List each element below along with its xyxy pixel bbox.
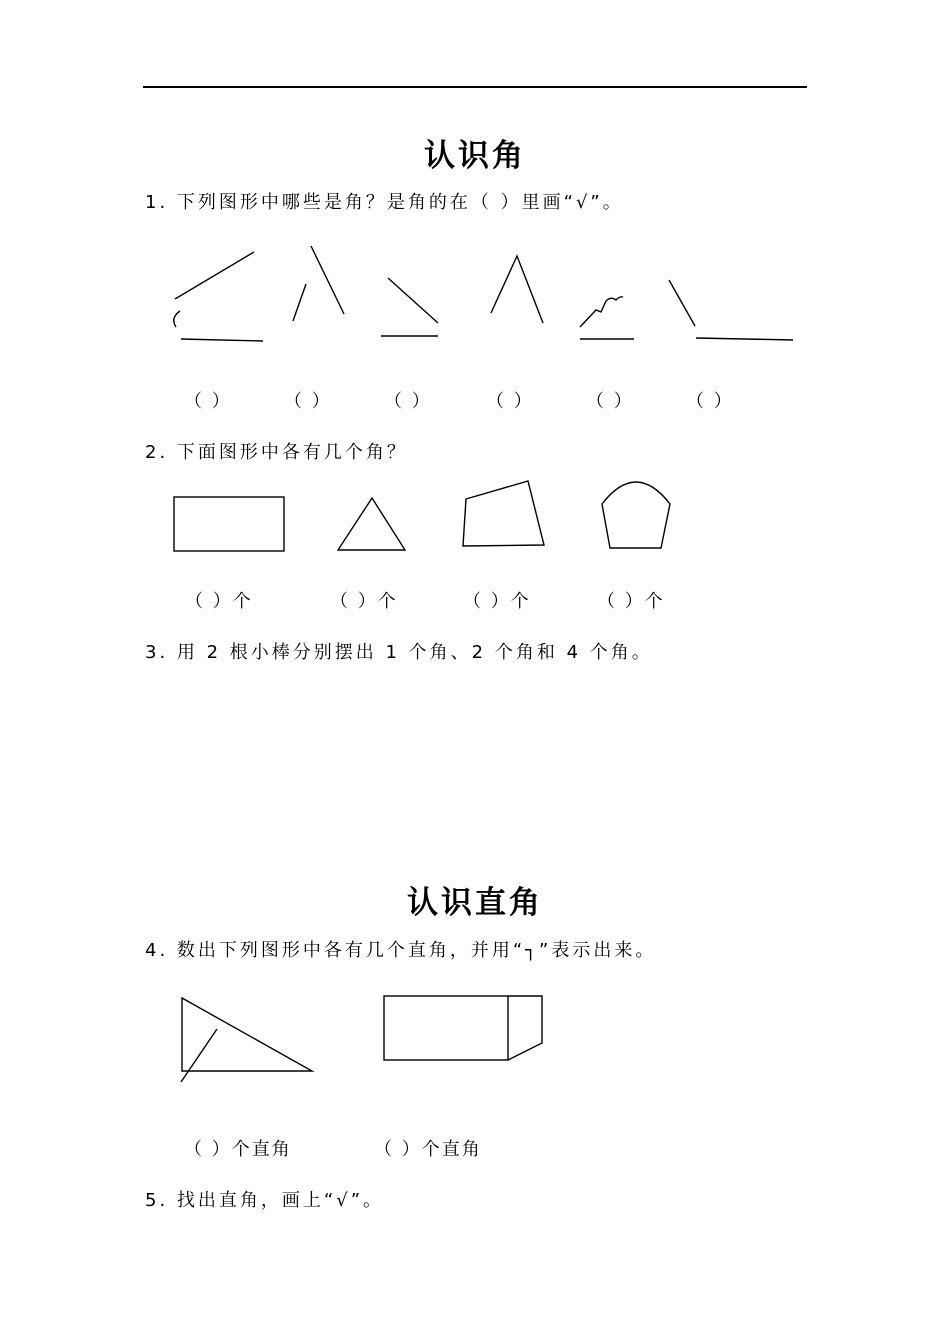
q1-answer-3[interactable]: （ ） <box>384 391 432 412</box>
q2-answer-4[interactable]: （ ）个 <box>597 591 665 612</box>
section-title-right-angles: 认识直角 <box>407 885 543 921</box>
q1-answer-5[interactable]: （ ） <box>586 391 634 412</box>
question-5: 5. 找出直角，画上“√”。 <box>145 1190 385 1211</box>
q1-answer-2[interactable]: （ ） <box>284 391 332 412</box>
q2-answer-1[interactable]: （ ）个 <box>185 591 253 612</box>
q2-answer-3[interactable]: （ ）个 <box>463 591 531 612</box>
q1-answer-4[interactable]: （ ） <box>486 391 534 412</box>
q4-triangle-with-line <box>181 998 312 1082</box>
question-2: 2. 下面图形中各有几个角？ <box>145 442 408 463</box>
q1-answer-6[interactable]: （ ） <box>686 391 734 412</box>
question-3: 3. 用 2 根小棒分别摆出 1 个角、2 个角和 4 个角。 <box>145 642 653 663</box>
q2-answer-2[interactable]: （ ）个 <box>330 591 398 612</box>
section-title-angles: 认识角 <box>424 138 526 174</box>
q4-box <box>384 996 542 1060</box>
question-4: 4. 数出下列图形中各有几个直角，并用“┐”表示出来。 <box>145 940 657 961</box>
q1-answer-1[interactable]: （ ） <box>184 391 232 412</box>
q4-answer-1[interactable]: （ ）个直角 <box>184 1139 292 1160</box>
q4-answer-2[interactable]: （ ）个直角 <box>374 1139 482 1160</box>
question-1: 1. 下列图形中哪些是角？是角的在（ ）里画“√”。 <box>145 192 624 213</box>
